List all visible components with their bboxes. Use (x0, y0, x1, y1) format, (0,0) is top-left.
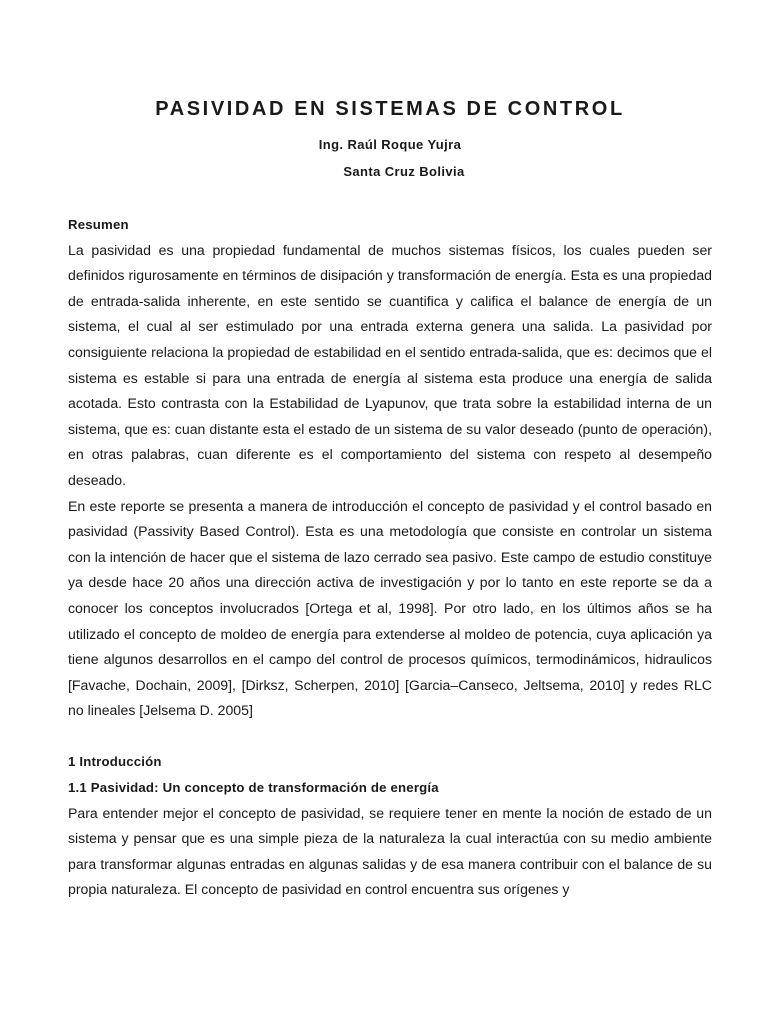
abstract-paragraph-2: En este reporte se presenta a manera de introducción el concepto de pasividad y el control basado en pasividad (Passivity Based Control). Esta es una metodología que consiste en controlar un sistema con la intención de hacer que el sistema de lazo cerrado sea pasivo. Este campo de estudio constituye ya desde hace 20 años una dirección activa de investigación y por lo tanto en este reporte se da a conocer los conceptos involucrados [Ortega et al, 1998]. Por otro lado, en los últimos años se ha utilizado el concepto de moldeo de energía para extenderse al moldeo de potencia, cuya aplicación ya tiene algunos desarrollos en el campo del control de procesos químicos, termodinámicos, hidraulicos [Favache, Dochain, 2009], [Dirksz, Scherpen, 2010] [Garcia–Canseco, Jeltsema, 2010] y redes RLC no lineales [Jelsema D. 2005] (68, 497, 712, 719)
section-1-paragraph-1: Para entender mejor el concepto de pasividad, se requiere tener en mente la noción de estado de un sistema y pensar que es una simple pieza de la naturaleza la cual interactúa con su medio ambiente para transformar algunas entradas en algunas salidas y de esa manera contribuir con el balance de su propia naturaleza. El concepto de pasividad en control encuentra sus orígenes y (68, 804, 712, 898)
section-spacer (68, 724, 712, 750)
abstract-paragraph-1: La pasividad es una propiedad fundamental de muchos sistemas físicos, los cuales pueden ser definidos rigurosamente en términos de disipación y transformación de energía. Esta es una propiedad de entrada-salida inherente, en este sentido se cuantifica y califica el balance de energía de un sistema, el cual al ser estimulado por una entrada externa genera una salida. La pasividad por consiguiente relaciona la propiedad de estabilidad en el sentido entrada-salida, que es: decimos que el sistema es estable si para una entrada de energía al sistema esta produce una energía de salida acotada. Esto contrasta con la Estabilidad de Lyapunov, que trata sobre la estabilidad interna de un sistema, que es: cuan distante esta el estado de un sistema de su valor deseado (punto de operación), en otras palabras, cuan diferente es el comportamiento del sistema con respeto al desempeño deseado. (68, 241, 712, 488)
subsection-1-1-heading: 1.1 Pasividad: Un concepto de transformación de energía (68, 780, 439, 796)
document-author: Ing. Raúl Roque Yujra (318, 137, 462, 152)
section-1-heading: 1 Introducción (68, 754, 162, 770)
document-location: Santa Cruz Bolivia (343, 164, 465, 179)
abstract-heading: Resumen (68, 217, 129, 232)
document-body (68, 212, 712, 903)
document-title: PASIVIDAD EN SISTEMAS DE CONTROL (155, 98, 625, 120)
